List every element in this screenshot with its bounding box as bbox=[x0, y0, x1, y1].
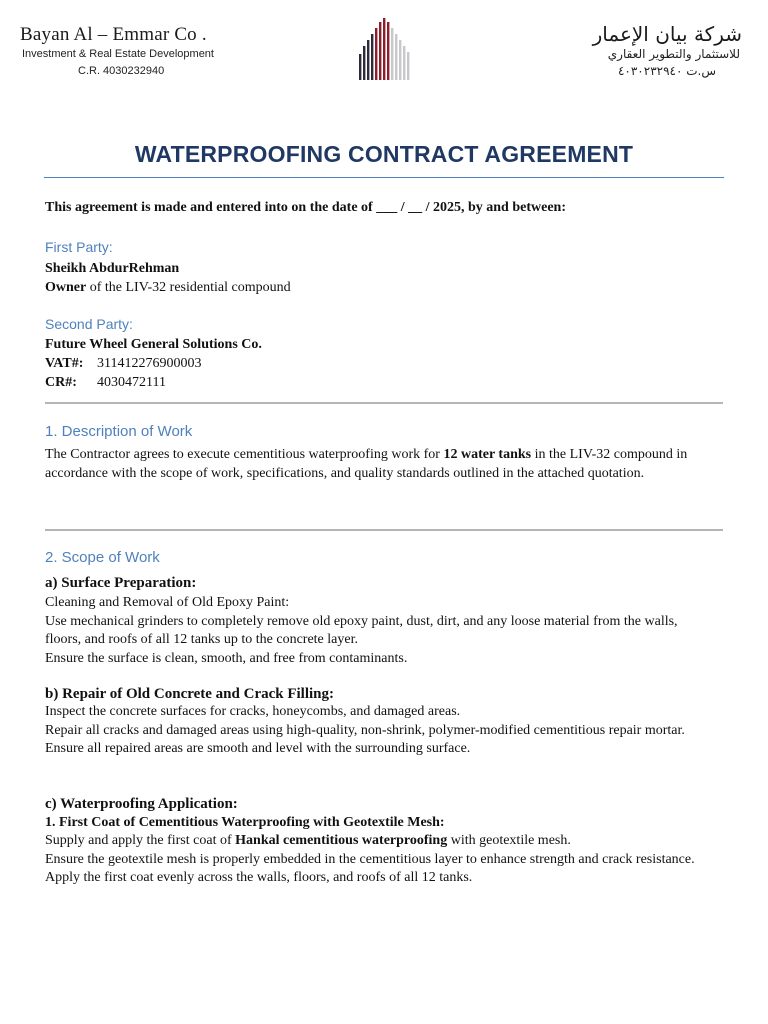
scope-c-text-rest: with geotextile mesh. bbox=[447, 833, 571, 848]
title-divider bbox=[44, 177, 724, 178]
description-paragraph bbox=[45, 446, 705, 483]
second-party-name: Future Wheel General Solutions Co. bbox=[45, 337, 262, 352]
company-subtitle-en: Investment & Real Estate Development bbox=[22, 48, 214, 60]
building-bars-logo bbox=[357, 18, 413, 80]
company-name-ar: شركة بيان الإعمار bbox=[592, 22, 742, 46]
logo-bar bbox=[379, 22, 381, 80]
scope-b-line: Repair all cracks and damaged areas using high-quality, non-shrink, polymer-modified cementitious repair mortar. bbox=[45, 722, 685, 738]
role-label: Owner bbox=[45, 280, 87, 295]
first-party-name: Sheikh AbdurRehman bbox=[45, 261, 180, 276]
logo-bar bbox=[375, 28, 377, 80]
scope-c-product: Hankal cementitious waterproofing bbox=[235, 833, 448, 848]
scope-a-line: Cleaning and Removal of Old Epoxy Paint: bbox=[45, 595, 290, 610]
scope-heading: 2. Scope of Work bbox=[45, 549, 160, 566]
cr-row bbox=[45, 374, 725, 393]
company-name-en: Bayan Al – Emmar Co . bbox=[20, 24, 207, 45]
logo-bar bbox=[367, 40, 369, 80]
logo-bar bbox=[371, 34, 373, 80]
description-bold: 12 water tanks bbox=[443, 447, 532, 462]
scope-c-title: c) Waterproofing Application: bbox=[45, 796, 238, 812]
company-subtitle-ar: للاستثمار والتطوير العقاري bbox=[607, 47, 740, 61]
scope-c-text: Supply and apply the first coat of bbox=[45, 833, 236, 848]
intro-text: This agreement is made and entered into on the date of ___ / __ / 2025, by and between: bbox=[45, 200, 566, 215]
section-divider bbox=[45, 402, 723, 404]
first-party-heading: First Party: bbox=[45, 239, 113, 255]
scope-a-body bbox=[45, 594, 710, 668]
logo-bar bbox=[395, 34, 397, 80]
logo-bar bbox=[403, 46, 405, 80]
page-title: WATERPROOFING CONTRACT AGREEMENT bbox=[134, 141, 634, 167]
vat-value: 311412276900003 bbox=[97, 356, 202, 371]
role-text: of the LIV-32 residential compound bbox=[86, 280, 291, 295]
first-party-role bbox=[45, 279, 725, 298]
scope-b-line: Ensure all repaired areas are smooth and level with the surrounding surface. bbox=[45, 741, 471, 756]
section-divider bbox=[45, 529, 723, 531]
scope-a-line: Use mechanical grinders to completely remove old epoxy paint, dust, dirt, and any loose material from the walls, floors, and roofs of all 12 tanks up to the concrete layer. bbox=[45, 613, 678, 647]
scope-a-title: a) Surface Preparation: bbox=[45, 575, 197, 591]
second-party-heading: Second Party: bbox=[45, 316, 133, 332]
scope-b-body bbox=[45, 703, 710, 759]
scope-b-line: Inspect the concrete surfaces for cracks, honeycombs, and damaged areas. bbox=[45, 704, 461, 719]
company-cr-ar: س.ت ٤٠٣٠٢٣٢٩٤٠ bbox=[617, 64, 716, 78]
scope-a-line: Ensure the surface is clean, smooth, and free from contaminants. bbox=[45, 650, 408, 666]
cr-value: 4030472111 bbox=[97, 375, 166, 390]
description-heading: 1. Description of Work bbox=[45, 423, 193, 440]
description-text-rest: in the LIV-32 compound in accordance with the scope of work, specifications, and quality standards outlined in the attached quotation. bbox=[45, 447, 688, 481]
cr-label: CR#: bbox=[45, 375, 77, 390]
description-text: The Contractor agrees to execute cementitious waterproofing work for bbox=[45, 447, 444, 462]
logo-bar bbox=[359, 54, 361, 80]
logo-bar bbox=[391, 28, 393, 80]
scope-c-body bbox=[45, 832, 710, 888]
scope-b-title: b) Repair of Old Concrete and Crack Filling: bbox=[45, 686, 335, 702]
scope-c-line bbox=[45, 832, 710, 851]
logo-bar bbox=[399, 40, 401, 80]
vat-row bbox=[45, 355, 725, 374]
company-cr-en: C.R. 4030232940 bbox=[78, 65, 165, 77]
logo-bar bbox=[387, 22, 389, 80]
scope-c-item-1-title: 1. First Coat of Cementitious Waterproofing with Geotextile Mesh: bbox=[45, 815, 445, 830]
logo-bar bbox=[383, 18, 385, 80]
vat-label: VAT#: bbox=[45, 356, 84, 371]
logo-bar bbox=[363, 46, 365, 80]
logo-bar bbox=[407, 52, 409, 80]
scope-c-line: Ensure the geotextile mesh is properly embedded in the cementitious layer to enhance strength and crack resistance. Apply the first coat evenly across the walls, floors, and roofs of all 12 tanks. bbox=[45, 851, 695, 885]
